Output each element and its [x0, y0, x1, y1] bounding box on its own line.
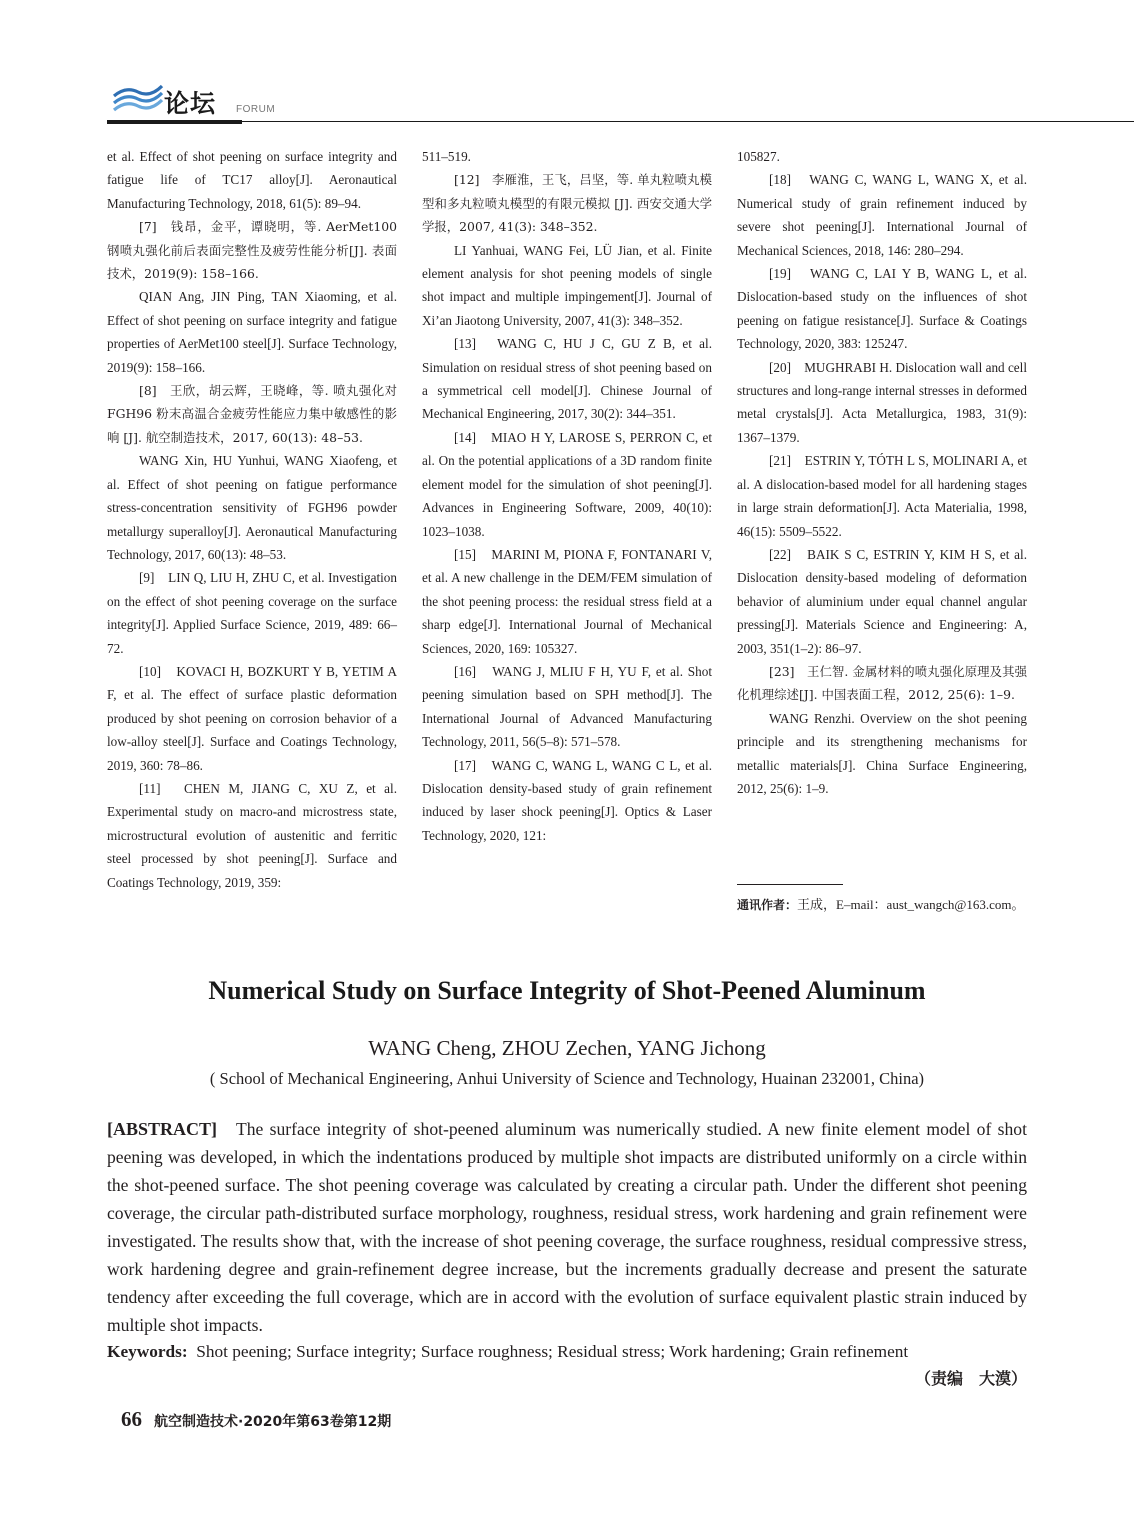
keywords-text: Shot peening; Surface integrity; Surface roughness; Residual stress; Work hardening; Grain refinement: [196, 1342, 909, 1361]
header-rule-thin: [242, 121, 1134, 122]
header-rule-thick: [107, 120, 242, 124]
reference-entry: [21] ESTRIN Y, TÓTH L S, MOLINARI A, et al. A dislocation-based model for all hardening stages in large strain deformation[J]. Acta Materialia, 1998, 46(15): 5509–5522.: [737, 453, 1027, 539]
correspondence-note: [737, 893, 1027, 917]
reference-entry: [12] 李雁淮，王飞，吕坚，等. 单丸粒喷丸模型和多丸粒喷丸模型的有限元模拟 [J]. 西安交通大学学报，2007, 41(3): 348–352.: [422, 172, 712, 235]
section-title-cn: 论坛: [164, 89, 217, 118]
reference-entry: [13] WANG C, HU J C, GU Z B, et al. Simulation on residual stress of shot peening based on a symmetrical cell model[J]. Chinese Journal of Mechanical Engineering, 2017, 30(2): 344–351.: [422, 336, 712, 422]
reference-entry: [23] 王仁智. 金属材料的喷丸强化原理及其强化机理综述[J]. 中国表面工程，2012, 25(6): 1–9.: [737, 663, 1027, 703]
reference-entry: [7] 钱昂，金平，谭晓明，等. AerMet100 钢喷丸强化前后表面完整性及疲劳性能分析[J]. 表面技术，2019(9): 158–166.: [107, 219, 397, 282]
page-number: 66: [121, 1407, 142, 1431]
reference-entry: 105827.: [737, 149, 780, 164]
page-header: [0, 0, 1134, 130]
reference-entry: WANG Renzhi. Overview on the shot peening principle and its strengthening mechanisms for metallic materials[J]. China Surface Engineering, 2012, 25(6): 1–9.: [737, 710, 1027, 796]
correspondence-text: 王成，E–mail：aust_wangch@163.com。: [797, 897, 1025, 912]
reference-entry: [19] WANG C, LAI Y B, WANG L, et al. Dislocation-based study on the influences of shot peening on fatigue resistance[J]. Surface & Coatings Technology, 2020, 383: 125247.: [737, 266, 1027, 352]
reference-entry: [10] KOVACI H, BOZKURT Y B, YETIM A F, et al. The effect of surface plastic deformation produced by shot peening on corrosion behavior of a low-alloy steel[J]. Surface and Coatings Technology, 2019, 360: 78–86.: [107, 663, 397, 773]
article-affiliation: ( School of Mechanical Engineering, Anhui University of Science and Technology, Huainan 232001, China): [209, 1069, 925, 1088]
article-authors: WANG Cheng, ZHOU Zechen, YANG Jichong: [368, 1036, 766, 1060]
correspondence-label: 通讯作者：: [737, 898, 798, 912]
references-column-2: [422, 145, 712, 847]
keywords-label: Keywords:: [107, 1342, 188, 1361]
reference-entry: [16] WANG J, MLIU F H, YU F, et al. Shot peening simulation based on SPH method[J]. The International Journal of Advanced Manufacturing Technology, 2011, 56(5–8): 571–578.: [422, 663, 712, 750]
reference-entry: [14] MIAO H Y, LAROSE S, PERRON C, et al. On the potential applications of a 3D random finite element model for the simulation of shot peening[J]. Advances in Engineering Software, 2009, 40(10): 1023–1038.: [422, 429, 712, 539]
reference-entry: [22] BAIK S C, ESTRIN Y, KIM H S, et al. Dislocation density-based modeling of deformation behavior of aluminium under equal channel angular pressing[J]. Materials Science and Engineering: A, 2003, 351(1–2): 86–97.: [737, 546, 1027, 656]
abstract: [107, 1115, 1027, 1339]
section-title-en: FORUM: [236, 104, 276, 115]
correspondence-rule: [737, 884, 843, 885]
keywords: [107, 1339, 1027, 1365]
page-footer: [121, 1407, 391, 1432]
abstract-label: [ABSTRACT]: [107, 1119, 218, 1139]
editor-note: （责编 大漠）: [914, 1369, 1027, 1388]
reference-entry: [17] WANG C, WANG L, WANG C L, et al. Dislocation density-based study of grain refinement induced by laser shock peening[J]. Optics & Laser Technology, 2020, 121:: [422, 757, 712, 843]
reference-entry: WANG Xin, HU Yunhui, WANG Xiaofeng, et al. Effect of shot peening on fatigue performance stress-concentration sensitivity of FGH96 powder metallurgy superalloy[J]. Aeronautical Manufacturing Technology, 2017, 60(13): 48–53.: [107, 453, 397, 562]
reference-entry: [20] MUGHRABI H. Dislocation wall and cell structures and long-range internal stresses in deformed metal crystals[J]. Acta Metallurgica, 1983, 31(9): 1367–1379.: [737, 359, 1027, 445]
forum-logo-icon: [112, 82, 164, 116]
reference-entry: 511–519.: [422, 149, 471, 164]
reference-entry: [15] MARINI M, PIONA F, FONTANARI V, et al. A new challenge in the DEM/FEM simulation of the shot peening process: the residual stress field at a sharp edge[J]. International Journal of Mechanical Sciences, 2020, 169: 105327.: [422, 546, 712, 656]
journal-name: 航空制造技术·2020年第63卷第12期: [154, 1414, 392, 1430]
references-column-1: [107, 145, 397, 894]
reference-entry: LI Yanhuai, WANG Fei, LÜ Jian, et al. Finite element analysis for shot peening models of single shot impact and multiple impingement[J]. Journal of Xi’an Jiaotong University, 2007, 41(3): 348–352.: [422, 242, 712, 328]
reference-entry: [8] 王欣，胡云辉，王晓峰，等. 喷丸强化对 FGH96 粉末高温合金疲劳性能应力集中敏感性的影响 [J]. 航空制造技术，2017, 60(13): 48–53.: [107, 383, 397, 445]
reference-entry: et al. Effect of shot peening on surface integrity and fatigue life of TC17 alloy[J]. Aeronautical Manufacturing Technology, 2018, 61(5): 89–94.: [107, 149, 397, 211]
reference-entry: QIAN Ang, JIN Ping, TAN Xiaoming, et al. Effect of shot peening on surface integrity and fatigue properties of AerMet100 steel[J]. Surface Technology, 2019(9): 158–166.: [107, 289, 397, 375]
reference-entry: [11] CHEN M, JIANG C, XU Z, et al. Experimental study on macro-and microstress state, microstructural evolution of austenitic and ferritic steel processed by shot peening[J]. Surface and Coatings Technology, 2019, 359:: [107, 780, 397, 890]
abstract-text: The surface integrity of shot-peened aluminum was numerically studied. A new finite element model of shot peening was developed, in which the indentations produced by multiple shot impacts are distributed uniformly on a circle within the shot-peened surface. The shot peening coverage was calculated by creating a circular path. Under the different shot peening coverage, the circular path-distributed surface morphology, roughness, residual stress, work hardening and grain refinement were investigated. The results show that, with the increase of shot peening coverage, the surface roughness, residual compressive stress, work hardening degree and grain-refinement degree increase, but the increments gradually decrease and present the saturate tendency after exceeding the full coverage, which are in accord with the evolution of surface equivalent plastic strain induced by multiple shot impacts.: [107, 1119, 1027, 1335]
article-title: Numerical Study on Surface Integrity of Shot-Peened Aluminum: [208, 976, 926, 1005]
reference-entry: [18] WANG C, WANG L, WANG X, et al. Numerical study of grain refinement induced by severe shot peening[J]. International Journal of Mechanical Sciences, 2018, 146: 280–294.: [737, 172, 1027, 258]
reference-entry: [9] LIN Q, LIU H, ZHU C, et al. Investigation on the effect of shot peening coverage on the surface integrity[J]. Applied Surface Science, 2019, 489: 66–72.: [107, 570, 397, 656]
references-column-3: [737, 145, 1027, 800]
